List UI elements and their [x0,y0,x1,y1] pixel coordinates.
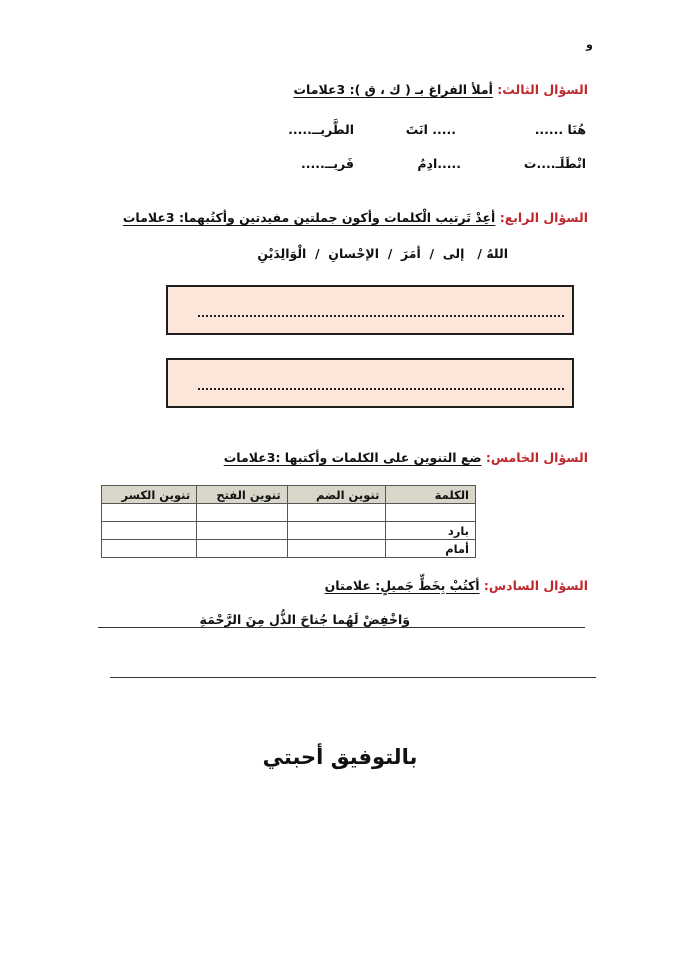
answer-box-2[interactable] [166,358,574,408]
question-6-title [325,578,588,593]
question-5-label: السؤال الخامس: [485,450,588,465]
question-3-label: السؤال الثالث: [497,82,588,97]
question-5-instruction: ضع التنوين على الكلمات وأكتبها :3علامات [223,450,482,465]
corner-mark: و [586,38,593,51]
table-cell[interactable] [197,522,288,540]
table-header: تنوين الضم [287,486,386,504]
table-cell: أمام [386,540,476,558]
table-header: تنوين الفتح [197,486,288,504]
fill-word: ..... انَتَ [405,122,456,137]
table-cell [386,504,476,522]
tanween-table [101,485,476,558]
question-3-title [294,82,589,97]
question-6-label: السؤال السادس: [483,578,588,593]
question-6-instruction: أكتُبْ بِخَطٍّ جَميلٍ: علامتان [324,578,480,593]
table-row [102,540,476,558]
fill-word: انْطَلَـ....ت [523,156,586,171]
question-4-instruction: أعِدْ تَرتيب الْكلمات وأكون جملتين مفيدتين وأكتُبهما: 3علامات [122,210,496,225]
table-header: الكلمة [386,486,476,504]
dotted-answer-line [198,388,564,390]
table-header: تنوين الكسر [102,486,197,504]
table-cell[interactable] [287,540,386,558]
table-cell[interactable] [102,540,197,558]
verse-text: وَاخْفِضْ لَهُما جُناحَ الذُّلِ مِنَ الرَّحْمَةِ [199,612,410,627]
table-cell[interactable] [197,504,288,522]
writing-line-2[interactable] [110,677,596,678]
fill-word: الطَّريــ..... [288,122,354,137]
table-cell[interactable] [287,522,386,540]
question-4-label: السؤال الرابع: [499,210,588,225]
table-cell[interactable] [102,522,197,540]
table-row [102,522,476,540]
question-4-title [123,210,588,225]
question-3-instruction: أملأ الفراغ بـ ( ك ، ق ): 3علامات [293,82,493,97]
fill-word: .....ادِمُ [417,156,461,171]
table-cell[interactable] [287,504,386,522]
fill-word: هُنَا ...... [534,122,586,137]
table-row [102,504,476,522]
question-5-title [224,450,588,465]
fill-word: فَريــ..... [301,156,354,171]
closing-message: بالتوفيق أحبتي [262,745,418,769]
writing-line-1[interactable] [98,627,585,628]
table-header-row [102,486,476,504]
answer-box-1[interactable] [166,285,574,335]
table-cell: بارد [386,522,476,540]
table-cell[interactable] [197,540,288,558]
scrambled-words: اللهُ / إلى / أمَرَ / الإحْسانِ / الْوَالِدَيْنِ [257,246,508,261]
table-cell[interactable] [102,504,197,522]
dotted-answer-line [198,315,564,317]
